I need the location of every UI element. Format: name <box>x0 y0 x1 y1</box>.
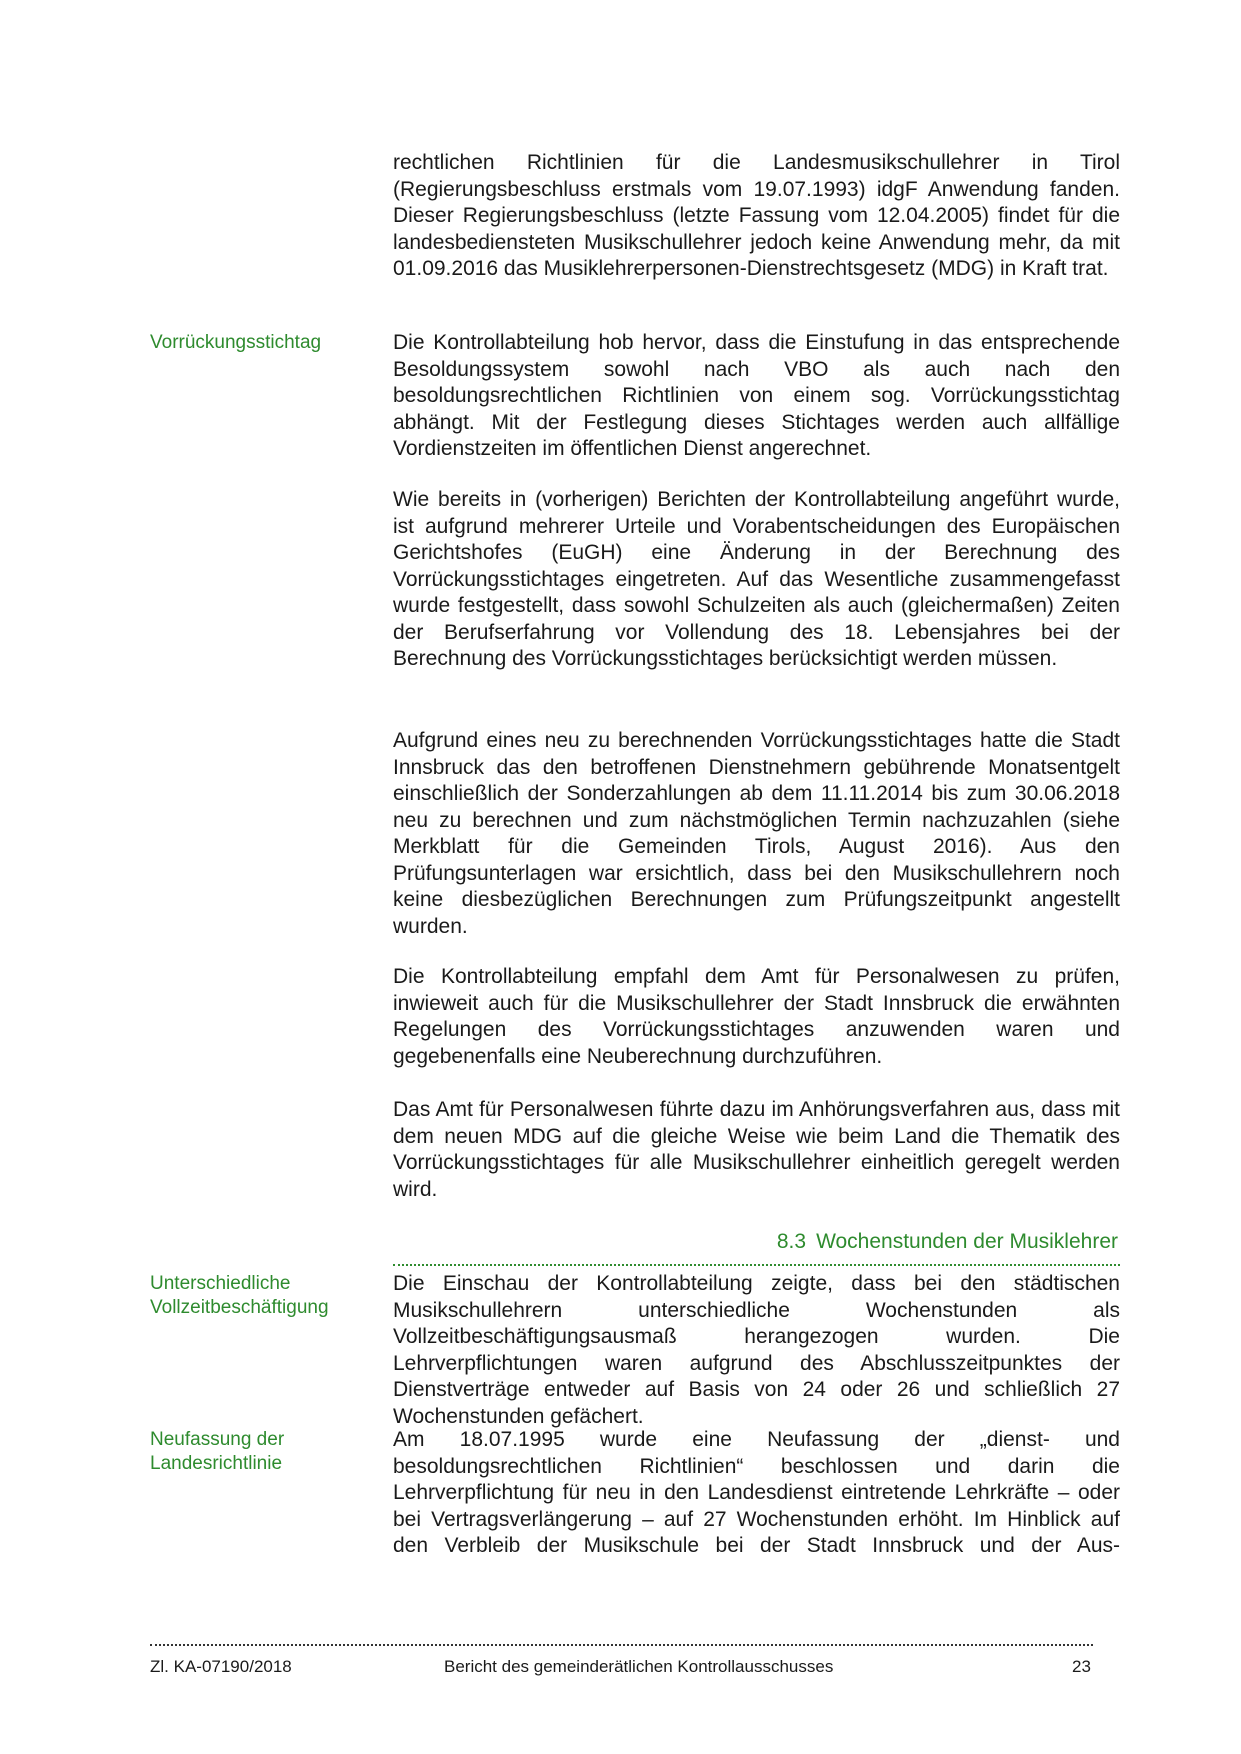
paragraph-5: Das Amt für Personalwesen führte dazu im Anhörungsverfahren aus, dass mit dem neuen MDG auf die gleiche Weise wie beim Land die Thematik des Vorrückungsstichtages für alle Musikschullehrer einheitlich geregelt werden wird. <box>393 1098 1120 1201</box>
paragraph-6: Die Einschau der Kontrollabteilung zeigte, dass bei den städtischen Musikschullehrern unterschiedliche Wochenstunden als Vollzeitbeschäftigungsausmaß herangezogen wurden. Die Lehrverpflichtungen waren aufgrund des Abschlusszeitpunktes der Dienstverträge entweder auf Basis von 24 oder 26 und schließlich 27 Wochenstunden gefächert. <box>393 1272 1120 1428</box>
paragraph-1: Die Kontrollabteilung hob hervor, dass die Einstufung in das entsprechende Besoldungssystem sowohl nach VBO als auch nach den besoldungsrechtlichen Richtlinien von einem sog. Vorrückungsstichtag abhängt. Mit der Festlegung dieses Stichtages werden auch allfällige Vordienstzeiten im öffentlichen Dienst angerechnet. <box>393 331 1120 460</box>
paragraph-block-6 <box>393 1271 1120 1430</box>
section-heading <box>393 1228 1120 1266</box>
paragraph-7: Am 18.07.1995 wurde eine Neufassung der „dienst- und besoldungsrechtlichen Richtlinien“ beschlossen und darin die Lehrverpflichtung für neu in den Landesdienst eintretende Lehrkräfte – oder bei Vertragsverlängerung – auf 27 Wochenstunden erhöht. Im Hinblick auf den Verbleib der Musikschule bei der Stadt Innsbruck und der Aus- <box>393 1428 1120 1557</box>
footer-page-number: 23 <box>1072 1657 1091 1676</box>
footer-divider <box>150 1644 1093 1646</box>
intro-paragraph-block <box>393 150 1120 283</box>
footer-report-title: Bericht des gemeinderätlichen Kontrollausschusses <box>444 1657 834 1676</box>
paragraph-3: Aufgrund eines neu zu berechnenden Vorrückungsstichtages hatte die Stadt Innsbruck das den betroffenen Dienstnehmern gebührende Monatsentgelt einschließlich der Sonderzahlungen ab dem 11.11.2014 bis zum 30.06.2018 neu zu berechnen und zum nächstmöglichen Termin nachzuzahlen (siehe Merkblatt für die Gemeinden Tirols, August 2016). Aus den Prüfungsunterlagen war ersichtlich, dass bei den Musikschullehrern noch keine diesbezüglichen Berechnungen zum Prüfungszeitpunkt angestellt wurden. <box>393 729 1120 938</box>
paragraph-4: Die Kontrollabteilung empfahl dem Amt für Personalwesen zu prüfen, inwieweit auch für die Musikschullehrer der Stadt Innsbruck die erwähnten Regelungen des Vorrückungsstichtages anzuwenden waren und gegebenenfalls eine Neuberechnung durchzuführen. <box>393 965 1120 1068</box>
paragraph-block-2 <box>393 487 1120 673</box>
paragraph-block-4 <box>393 964 1120 1070</box>
section-number: 8.3 <box>776 1230 807 1253</box>
paragraph-block-5 <box>393 1097 1120 1203</box>
margin-note-vorrueckungsstichtag: Vorrückungsstichtag <box>150 332 322 353</box>
paragraph-block-3 <box>393 728 1120 940</box>
footer-reference: Zl. KA-07190/2018 <box>150 1657 292 1676</box>
intro-paragraph: rechtlichen Richtlinien für die Landesmusikschullehrer in Tirol (Regierungsbeschluss erstmals vom 19.07.1993) idgF Anwendung fanden. Dieser Regierungsbeschluss (letzte Fassung vom 12.04.2005) findet für die landesbediensteten Musikschullehrer jedoch keine Anwendung mehr, da mit 01.09.2016 das Musiklehrerpersonen-Dienstrechtsgesetz (MDG) in Kraft trat. <box>393 151 1120 280</box>
paragraph-block-7 <box>393 1427 1120 1560</box>
section-heading-text <box>777 1230 1118 1254</box>
paragraph-block-1 <box>393 330 1120 463</box>
margin-note-neufassung: Neufassung der Landesrichtlinie <box>150 1429 285 1474</box>
margin-note-vollzeit: Unterschiedliche Vollzeitbeschäftigung <box>150 1273 329 1318</box>
paragraph-2: Wie bereits in (vorherigen) Berichten der Kontrollabteilung angeführt wurde, ist aufgrund mehrerer Urteile und Vorabentscheidungen des Europäischen Gerichtshofes (EuGH) eine Änderung in der Berechnung des Vorrückungsstichtages eingetreten. Auf das Wesentliche zusammengefasst wurde festgestellt, dass sowohl Schulzeiten als auch (gleichermaßen) Zeiten der Berufserfahrung vor Vollendung des 18. Lebensjahres bei der Berechnung des Vorrückungsstichtages berücksichtigt werden müssen. <box>393 488 1120 670</box>
section-title: Wochenstunden der Musiklehrer <box>816 1230 1118 1253</box>
